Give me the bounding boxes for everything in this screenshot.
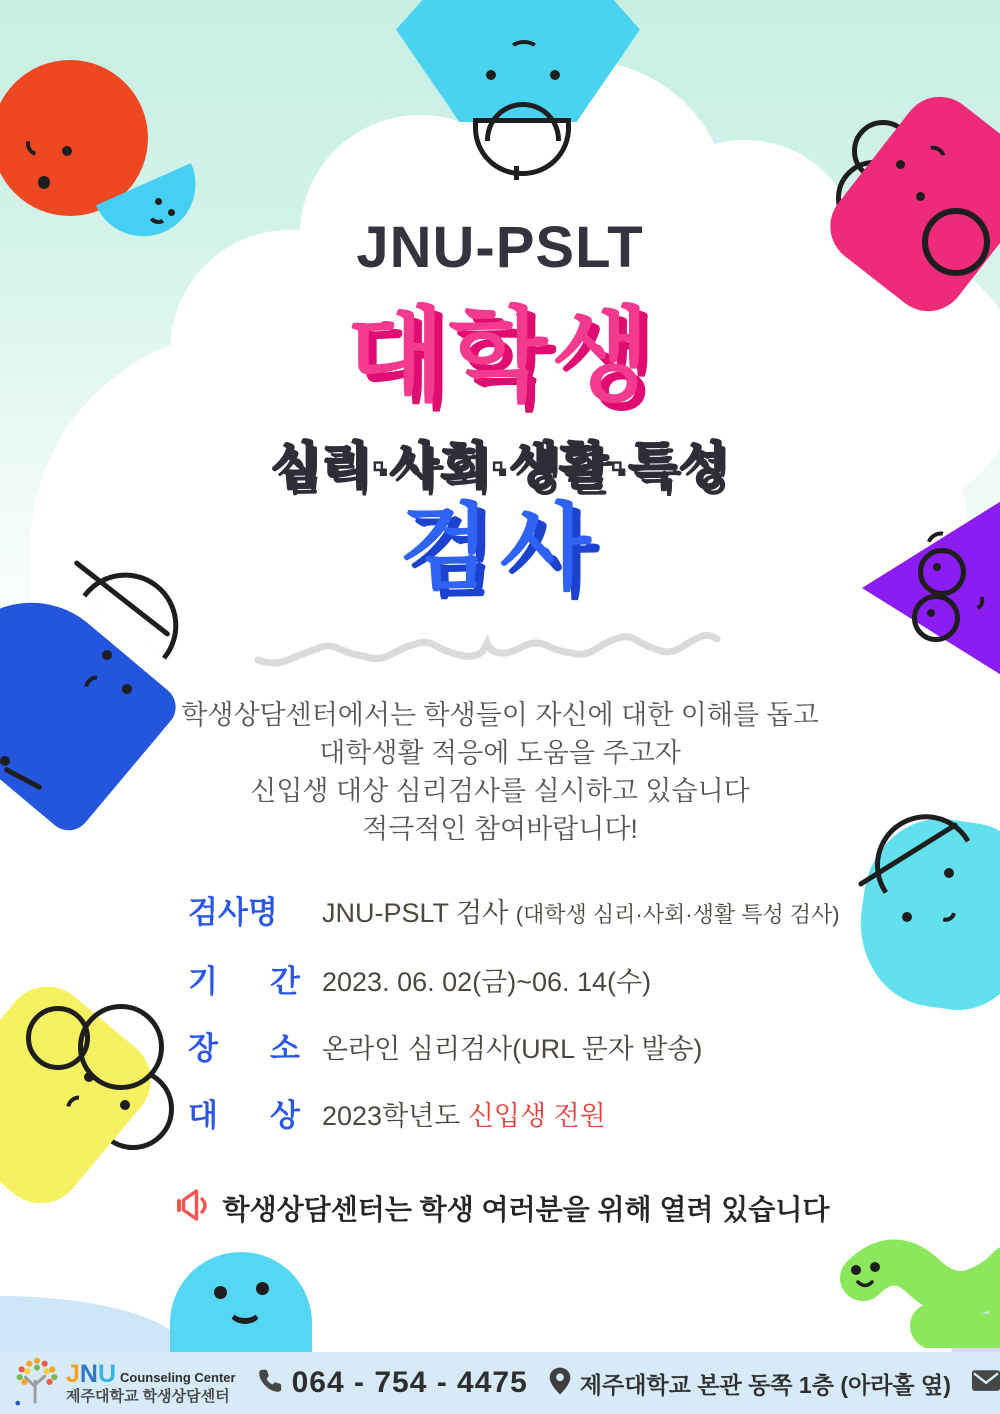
footer-logo [12,1355,236,1412]
yellow-character-eye [120,1100,130,1110]
test-place: 온라인 심리검사(URL 문자 발송) [322,1034,703,1064]
footer-phone-number: 064 - 754 - 4475 [291,1366,528,1399]
headline-pink: 대학생 [346,299,654,413]
test-period: 2023. 06. 02(금)~06. 14(수) [322,967,652,997]
footer-bar [0,1352,1000,1414]
cyan-character-eye [944,868,954,878]
hexagon-character-eye [550,70,560,80]
footer-address: 제주대학교 본관 동쪽 1층 (아라홀 옆) [579,1371,951,1398]
green-worm-character [838,1238,1000,1348]
target-highlight: 신입생 전원 [467,1101,606,1131]
headline-blue: 검사 [399,495,601,600]
red-character-mouth [38,176,50,189]
location-pin-icon [548,1366,572,1401]
blue-character-eye [102,650,112,660]
info-row-target [188,1096,888,1136]
logo-letter-j: J [66,1360,80,1388]
megaphone-icon [171,1186,211,1229]
dome-character-eye [214,1286,227,1299]
tree-logo-icon [12,1355,62,1412]
poster-title: JNU-PSLT [356,215,644,280]
test-name-note: (대학생 심리·사회·생활 특성 검사) [515,902,840,927]
info-label: 대 상 [188,1098,300,1133]
phone-icon [256,1367,284,1400]
intro-line: 적극적인 참여바랍니다! [362,814,638,844]
headline-outline: 심리·사회·생활·특성 [270,438,730,494]
dome-character-eye [256,1282,269,1295]
red-character-eye [62,146,72,156]
footer-logo-text [66,1361,236,1405]
pink-character-eye [896,160,905,169]
wavy-line [258,635,717,663]
halfmoon-character-eye [155,198,162,205]
blue-character-eye [122,684,132,694]
logo-letters [66,1361,116,1387]
info-label: 기 간 [188,964,300,999]
logo-letter-u: U [97,1360,117,1388]
intro-paragraph [0,696,1000,848]
pink-character-eye [916,192,925,201]
info-value [322,893,840,935]
dome-character-mouth [228,1296,262,1324]
test-name: JNU-PSLT 검사 [322,898,509,928]
hexagon-character-brow [508,40,540,62]
intro-line: 학생상담센터에서는 학생들이 자신에 대한 이해를 돕고 [181,700,819,730]
notice-row [0,1186,1000,1229]
info-row-test-name [188,893,888,935]
worm-eye [870,1262,880,1272]
info-panel [188,893,888,1163]
purple-character-glasses [912,594,960,642]
footer-email-item [971,1369,1000,1397]
intro-line: 신입생 대상 심리검사를 실시하고 있습니다 [250,776,750,806]
envelope-icon [971,1369,1000,1397]
info-label: 검사명 [188,895,278,930]
logo-letter-n: N [79,1360,98,1388]
footer-phone-item [256,1366,528,1400]
footer-address-item [548,1366,951,1401]
target-year: 2023학년도 [322,1101,461,1131]
test-target [322,1096,606,1136]
hexagon-character-eye [486,70,496,80]
logo-suffix: Counseling Center [120,1370,236,1385]
purple-character-eye [927,609,935,617]
worm-body [863,1262,1000,1336]
footer-logo-line1 [66,1361,236,1387]
cyan-character-eye [902,912,912,922]
worm-eye [851,1265,861,1275]
info-row-period [188,962,888,1002]
intro-line: 대학생활 적응에 도움을 주고자 [319,738,681,768]
logo-subtitle: 제주대학교 학생상담센터 [66,1388,230,1406]
bowl-stem [514,166,519,180]
yellow-character-eye [84,1072,94,1082]
notice-text: 학생상담센터는 학생 여러분을 위해 열려 있습니다 [222,1193,830,1225]
info-label: 장 소 [188,1031,300,1066]
wavy-divider [250,626,750,677]
info-row-place [188,1029,888,1069]
